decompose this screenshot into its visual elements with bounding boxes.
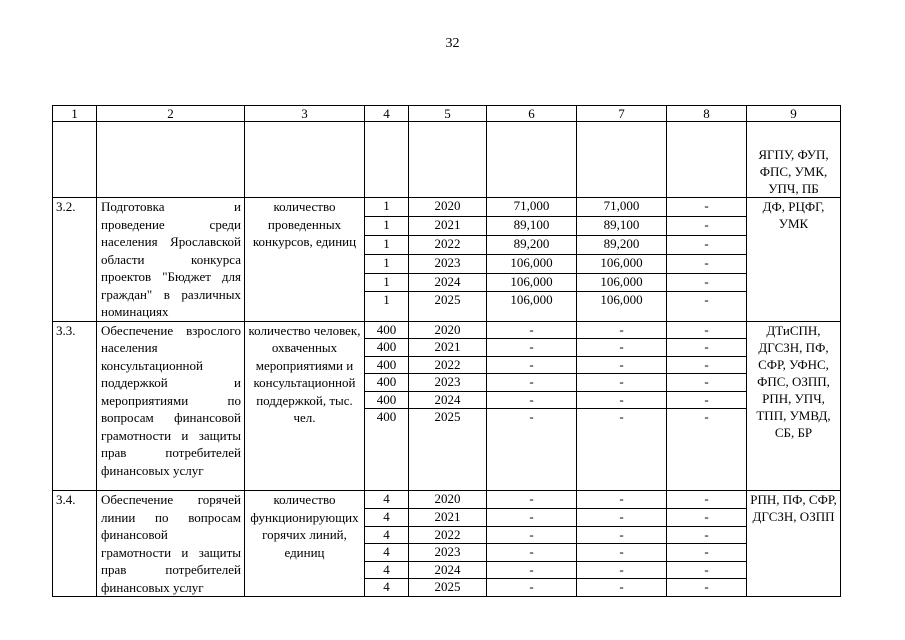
year-cell: 2022 <box>409 526 487 544</box>
amount-cell: - <box>667 216 747 235</box>
amount-cell: 106,000 <box>577 254 667 273</box>
amount-cell: - <box>487 526 577 544</box>
executors-cell: РПН, ПФ, СФР, ДГСЗН, ОЗПП <box>747 491 841 597</box>
activity-description: Подготовка и проведение среди населения Ярославской области конкурса проектов "Бюджет для граждан" в различных номинациях <box>97 198 245 322</box>
indicator-value: 4 <box>365 509 409 527</box>
indicator-value: 400 <box>365 391 409 409</box>
year-cell: 2025 <box>409 579 487 597</box>
indicator-value: 400 <box>365 409 409 491</box>
year-cell: 2022 <box>409 356 487 374</box>
year-cell: 2020 <box>409 491 487 509</box>
executors-cell: ДФ, РЦФГ, УМК <box>747 198 841 322</box>
amount-cell: - <box>487 409 577 491</box>
amount-cell: - <box>487 579 577 597</box>
amount-cell: 89,200 <box>577 235 667 254</box>
indicator-value: 1 <box>365 235 409 254</box>
header-cell: 8 <box>667 106 747 122</box>
amount-cell: - <box>667 356 747 374</box>
amount-cell: - <box>487 509 577 527</box>
amount-cell: - <box>487 391 577 409</box>
table-row <box>53 321 841 339</box>
header-cell: 7 <box>577 106 667 122</box>
amount-cell: - <box>667 235 747 254</box>
amount-cell: 106,000 <box>487 273 577 292</box>
indicator-description: количество человек, охваченных мероприятиями и консультационной поддержкой, тыс. чел. <box>245 321 365 491</box>
indicator-description: количество функционирующих горячих линий, единиц <box>245 491 365 597</box>
year-cell: 2024 <box>409 391 487 409</box>
year-cell: 2021 <box>409 509 487 527</box>
amount-cell: - <box>487 491 577 509</box>
row-number: 3.2. <box>53 198 97 322</box>
indicator-value: 400 <box>365 339 409 357</box>
amount-cell: - <box>667 321 747 339</box>
indicator-value: 4 <box>365 526 409 544</box>
indicator-value: 4 <box>365 491 409 509</box>
amount-cell: - <box>667 544 747 562</box>
year-cell: 2023 <box>409 544 487 562</box>
amount-cell: - <box>487 374 577 392</box>
page-number: 32 <box>445 36 460 51</box>
indicator-value: 4 <box>365 561 409 579</box>
amount-cell: - <box>577 339 667 357</box>
amount-cell: - <box>667 273 747 292</box>
year-cell: 2024 <box>409 273 487 292</box>
amount-cell: - <box>577 526 667 544</box>
amount-cell: - <box>667 409 747 491</box>
amount-cell: 89,100 <box>487 216 577 235</box>
executors-cell: ДТиСПН, ДГСЗН, ПФ, СФР, УФНС, ФПС, ОЗПП, РПН, УПЧ, ТПП, УМВД, СБ, БР <box>747 321 841 491</box>
amount-cell: 89,100 <box>577 216 667 235</box>
amount-cell: - <box>487 321 577 339</box>
amount-cell: 106,000 <box>577 292 667 321</box>
indicator-value: 4 <box>365 544 409 562</box>
table-row <box>53 198 841 217</box>
indicator-value: 400 <box>365 356 409 374</box>
amount-cell: - <box>667 491 747 509</box>
year-cell: 2020 <box>409 321 487 339</box>
activity-description: Обеспечение горячей линии по вопросам финансовой грамотности и защиты прав потребителей финансовых услуг <box>97 491 245 597</box>
year-cell: 2025 <box>409 292 487 321</box>
amount-cell: - <box>667 579 747 597</box>
amount-cell: 89,200 <box>487 235 577 254</box>
program-table <box>52 105 841 597</box>
amount-cell: - <box>667 254 747 273</box>
amount-cell: 106,000 <box>487 254 577 273</box>
amount-cell: - <box>577 561 667 579</box>
amount-cell: - <box>667 391 747 409</box>
indicator-value: 400 <box>365 374 409 392</box>
table-row <box>53 491 841 509</box>
amount-cell: - <box>577 409 667 491</box>
header-cell: 1 <box>53 106 97 122</box>
indicator-value: 1 <box>365 292 409 321</box>
activity-description: Обеспечение взрослого населения консультационной поддержкой и мероприятиями по вопросам финансовой грамотности и защиты прав потребителей финансовых услуг <box>97 321 245 491</box>
indicator-value: 1 <box>365 216 409 235</box>
amount-cell: - <box>577 391 667 409</box>
amount-cell: - <box>577 356 667 374</box>
year-cell: 2021 <box>409 339 487 357</box>
amount-cell: - <box>667 509 747 527</box>
amount-cell: 106,000 <box>487 292 577 321</box>
year-cell: 2020 <box>409 198 487 217</box>
indicator-value: 1 <box>365 198 409 217</box>
indicator-value: 4 <box>365 579 409 597</box>
year-cell: 2023 <box>409 374 487 392</box>
year-cell: 2023 <box>409 254 487 273</box>
header-cell: 5 <box>409 106 487 122</box>
amount-cell: - <box>667 292 747 321</box>
amount-cell: 71,000 <box>577 198 667 217</box>
amount-cell: - <box>577 544 667 562</box>
indicator-description: количество проведенных конкурсов, единиц <box>245 198 365 322</box>
indicator-value: 400 <box>365 321 409 339</box>
header-cell: 3 <box>245 106 365 122</box>
amount-cell: - <box>487 561 577 579</box>
amount-cell: - <box>487 339 577 357</box>
amount-cell: - <box>577 321 667 339</box>
row-number: 3.3. <box>53 321 97 491</box>
amount-cell: - <box>667 339 747 357</box>
year-cell: 2024 <box>409 561 487 579</box>
continuation-row <box>53 122 841 198</box>
header-cell: 4 <box>365 106 409 122</box>
amount-cell: - <box>577 491 667 509</box>
amount-cell: - <box>577 374 667 392</box>
header-row <box>53 106 841 122</box>
amount-cell: - <box>577 509 667 527</box>
header-cell: 9 <box>747 106 841 122</box>
indicator-value: 1 <box>365 273 409 292</box>
amount-cell: - <box>577 579 667 597</box>
indicator-value: 1 <box>365 254 409 273</box>
amount-cell: - <box>667 198 747 217</box>
executors-cell: ЯГПУ, ФУП, ФПС, УМК, УПЧ, ПБ <box>747 122 841 198</box>
year-cell: 2025 <box>409 409 487 491</box>
header-cell: 6 <box>487 106 577 122</box>
row-number: 3.4. <box>53 491 97 597</box>
header-cell: 2 <box>97 106 245 122</box>
amount-cell: - <box>667 526 747 544</box>
year-cell: 2022 <box>409 235 487 254</box>
amount-cell: - <box>487 544 577 562</box>
amount-cell: 106,000 <box>577 273 667 292</box>
year-cell: 2021 <box>409 216 487 235</box>
amount-cell: - <box>487 356 577 374</box>
amount-cell: 71,000 <box>487 198 577 217</box>
amount-cell: - <box>667 561 747 579</box>
amount-cell: - <box>667 374 747 392</box>
